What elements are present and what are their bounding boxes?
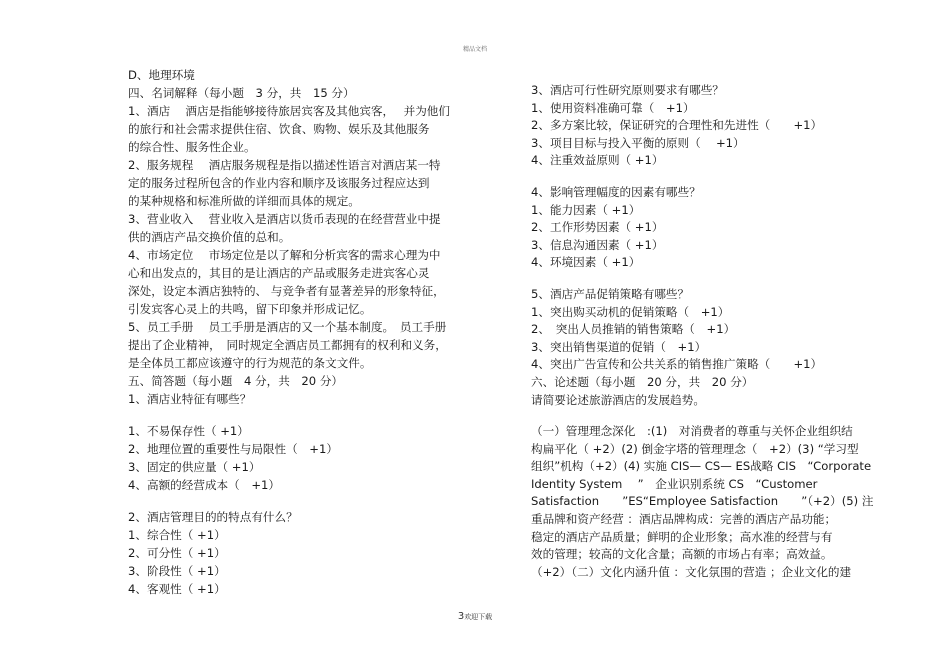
left-column [128, 66, 486, 598]
essay-line: （一）管理理念深化 :(1) 对消费者的尊重与关怀企业组织结 [531, 424, 853, 439]
answer-line: 3、固定的供应量（ +1） [128, 460, 261, 474]
text-line: 心和出发点的，其目的是让酒店的产品或服务走进宾客心灵 [128, 266, 430, 280]
answer-line: 4、突出广告宣传和公共关系的销售推广策略（ +1） [531, 357, 823, 372]
essay-line: Satisfaction ”ES“Employee Satisfaction ”（+2）(5) 注 [531, 494, 874, 509]
page-number: 3 [457, 611, 465, 622]
answer-line: 2、 突出人员推销的销售策略（ +1） [531, 322, 736, 337]
text-line: 引发宾客心灵上的共鸣，留下印象并形成记忆。 [128, 302, 372, 316]
answer-line: 4、客观性（ +1） [128, 582, 226, 596]
page-footer [0, 611, 950, 622]
answer-line: 1、不易保存性（ +1） [128, 424, 249, 438]
answer-line: 2、地理位置的重要性与局限性（ +1） [128, 442, 338, 456]
question-line: 3、酒店可行性研究原则要求有哪些？ [531, 83, 724, 97]
answer-line: 1、突出购买动机的促销策略（ +1） [531, 304, 730, 319]
answer-line: 4、环境因素（ +1） [531, 255, 641, 270]
blank-line [531, 272, 891, 286]
blank-line [531, 409, 891, 423]
answer-line: 4、注重效益原则（ +1） [531, 153, 664, 168]
blank-line [531, 170, 891, 184]
answer-line: 1、使用资料准确可靠（ +1） [531, 100, 695, 115]
text-line: 5、员工手册 员工手册是酒店的又一个基本制度。 员工手册 [128, 320, 447, 334]
text-line: 1、酒店 酒店是指能够接待旅居宾客及其他宾客， 并为他们 [128, 104, 450, 118]
question-line: 请简要论述旅游酒店的发展趋势。 [531, 392, 705, 407]
section-heading: 六、论述题（每小题 20 分，共 20 分） [531, 374, 754, 389]
essay-line: 效的管理；较高的文化含量；高额的市场占有率；高效益。 [531, 547, 833, 562]
question-line: 1、酒店业特征有哪些？ [128, 392, 252, 406]
answer-line: 3、信息沟通因素（ +1） [531, 237, 664, 252]
text-line: 4、市场定位 市场定位是以了解和分析宾客的需求心理为中 [128, 248, 441, 262]
question-line: 2、酒店管理目的的特点有什么？ [128, 510, 298, 524]
text-line: 深处，设定本酒店独特的、 与竞争者有显著差异的形象特征， [128, 284, 445, 298]
answer-line: 3、突出销售渠道的促销（ +1） [531, 339, 707, 354]
essay-line: Identity System ” 企业识别系统 CS “Customer [531, 476, 818, 491]
essay-line: 构扁平化（ +2）(2) 倒金字塔的管理理念（ +2）(3) “学习型 [531, 441, 859, 456]
answer-line: 1、综合性（ +1） [128, 528, 226, 542]
text-line: 定的服务过程所包含的作业内容和顺序及该服务过程应达到 [128, 176, 430, 190]
question-line: 4、影响管理幅度的因素有哪些？ [531, 184, 701, 199]
text-line: 供的酒店产品交换价值的总和。 [128, 230, 291, 244]
blank-line [128, 494, 486, 508]
essay-line: 稳定的酒店产品质量；鲜明的企业形象；高水准的经营与有 [531, 529, 833, 544]
answer-line: 3、项目目标与投入平衡的原则（ +1） [531, 135, 745, 150]
right-column [531, 82, 891, 581]
answer-line: 4、高额的经营成本（ +1） [128, 478, 280, 492]
text-line: 的综合性、服务性企业。 [128, 140, 256, 154]
text-line: 2、服务规程 酒店服务规程是指以描述性语言对酒店某一特 [128, 158, 441, 172]
essay-line: 组织”机构（+2）(4) 实施 CIS— CS— ES战略 CIS “Corporate [531, 459, 872, 474]
answer-line: 2、工作形势因素（ +1） [531, 220, 664, 235]
footer-note: 欢迎下载 [464, 613, 493, 621]
essay-line: （+2）（二）文化内涵升值 ：文化氛围的营造 ；企业文化的建 [531, 564, 852, 579]
text-line: 的旅行和社会需求提供住宿、饮食、购物、娱乐及其他服务 [128, 122, 430, 136]
answer-line: 2、可分性（ +1） [128, 546, 226, 560]
answer-line: 1、能力因素（ +1） [531, 202, 641, 217]
text-line: 提出了企业精神， 同时规定全酒店员工都拥有的权利和义务， [128, 338, 447, 352]
answer-line: 3、阶段性（ +1） [128, 564, 226, 578]
blank-line [128, 408, 486, 422]
essay-line: 重品牌和资产经营 ：酒店品牌构成：完善的酒店产品功能； [531, 512, 837, 527]
answer-line: 2、多方案比较，保证研究的合理性和先进性（ +1） [531, 118, 823, 133]
section-heading: 五、简答题（每小题 4 分，共 20 分） [128, 374, 344, 388]
section-heading: 四、名词解释（每小题 3 分，共 15 分） [128, 86, 355, 100]
header-note: 精品文档 [462, 46, 487, 53]
question-line: 5、酒店产品促销策略有哪些？ [531, 286, 690, 301]
text-line: D、地理环境 [128, 68, 195, 82]
text-line: 的某种规格和标准所做的详细而具体的规定。 [128, 194, 360, 208]
text-line: 3、营业收入 营业收入是酒店以货币表现的在经营营业中提 [128, 212, 441, 226]
text-line: 是全体员工都应该遵守的行为规范的条文文件。 [128, 356, 372, 370]
